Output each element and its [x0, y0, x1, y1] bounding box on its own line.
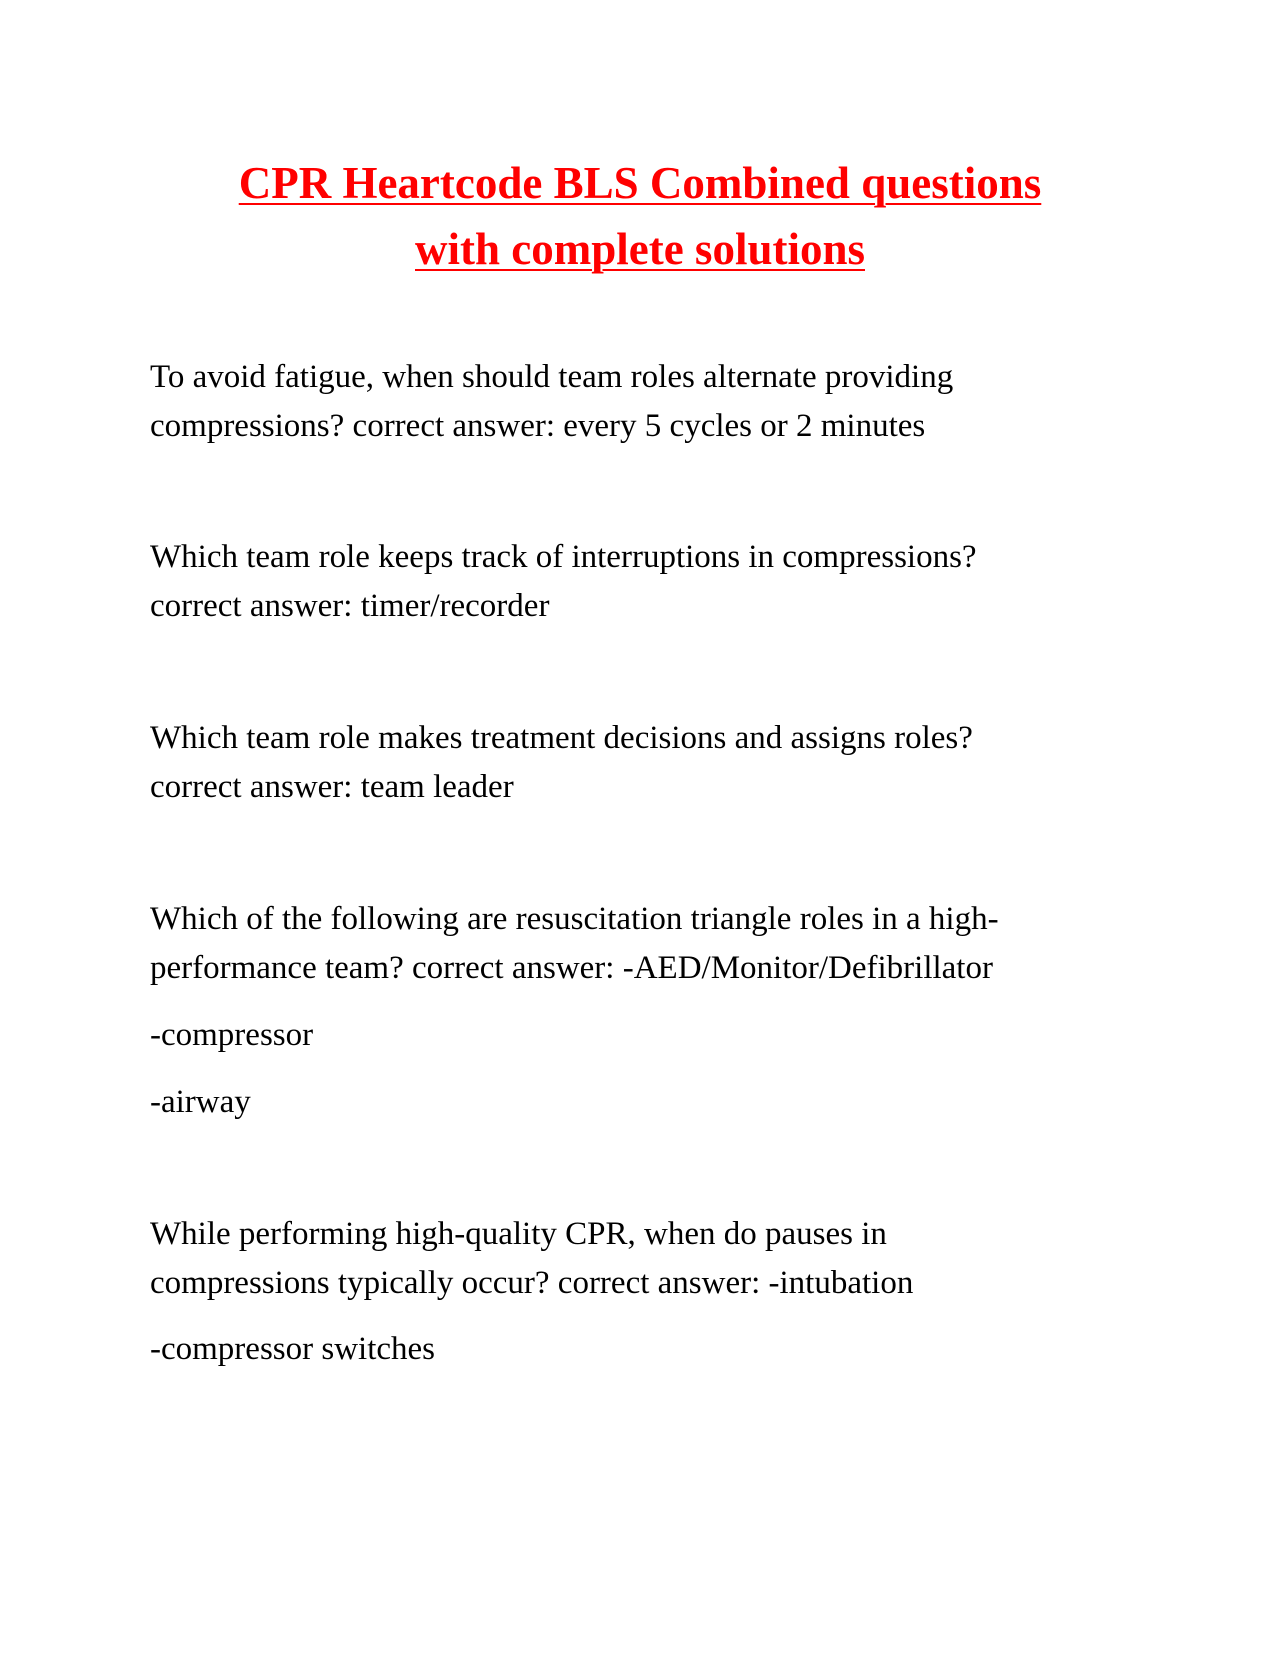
qa-5-line-2: compressions typically occur? correct answer: -intubation	[150, 1265, 914, 1301]
qa-5-answer-item-1: -compressor switches	[150, 1331, 436, 1367]
qa-4-answer-item-2: -airway	[150, 1084, 251, 1120]
qa-2-line-2: correct answer: timer/recorder	[150, 588, 550, 624]
qa-4-line-1: Which of the following are resuscitation triangle roles in a high-	[150, 901, 999, 937]
qa-3-line-1: Which team role makes treatment decisions and assigns roles?	[150, 720, 973, 756]
qa-1	[150, 353, 1150, 451]
qa-4-line-2: performance team? correct answer: -AED/Monitor/Defibrillator	[150, 950, 993, 986]
qa-1-line-2: compressions? correct answer: every 5 cycles or 2 minutes	[150, 408, 926, 444]
qa-5-line-1: While performing high-quality CPR, when do pauses in	[150, 1216, 887, 1252]
qa-2	[150, 533, 1150, 631]
document-title	[150, 150, 1130, 282]
qa-1-line-1: To avoid fatigue, when should team roles alternate providing	[150, 359, 954, 395]
qa-2-line-1: Which team role keeps track of interruptions in compressions?	[150, 539, 977, 575]
qa-4-answer-item-1: -compressor	[150, 1017, 314, 1053]
title-line-1: CPR Heartcode BLS Combined questions	[238, 158, 1042, 208]
title-line-2: with complete solutions	[415, 224, 865, 274]
qa-5	[150, 1210, 1150, 1308]
qa-3-line-2: correct answer: team leader	[150, 769, 514, 805]
qa-4	[150, 895, 1150, 993]
qa-3	[150, 714, 1150, 812]
